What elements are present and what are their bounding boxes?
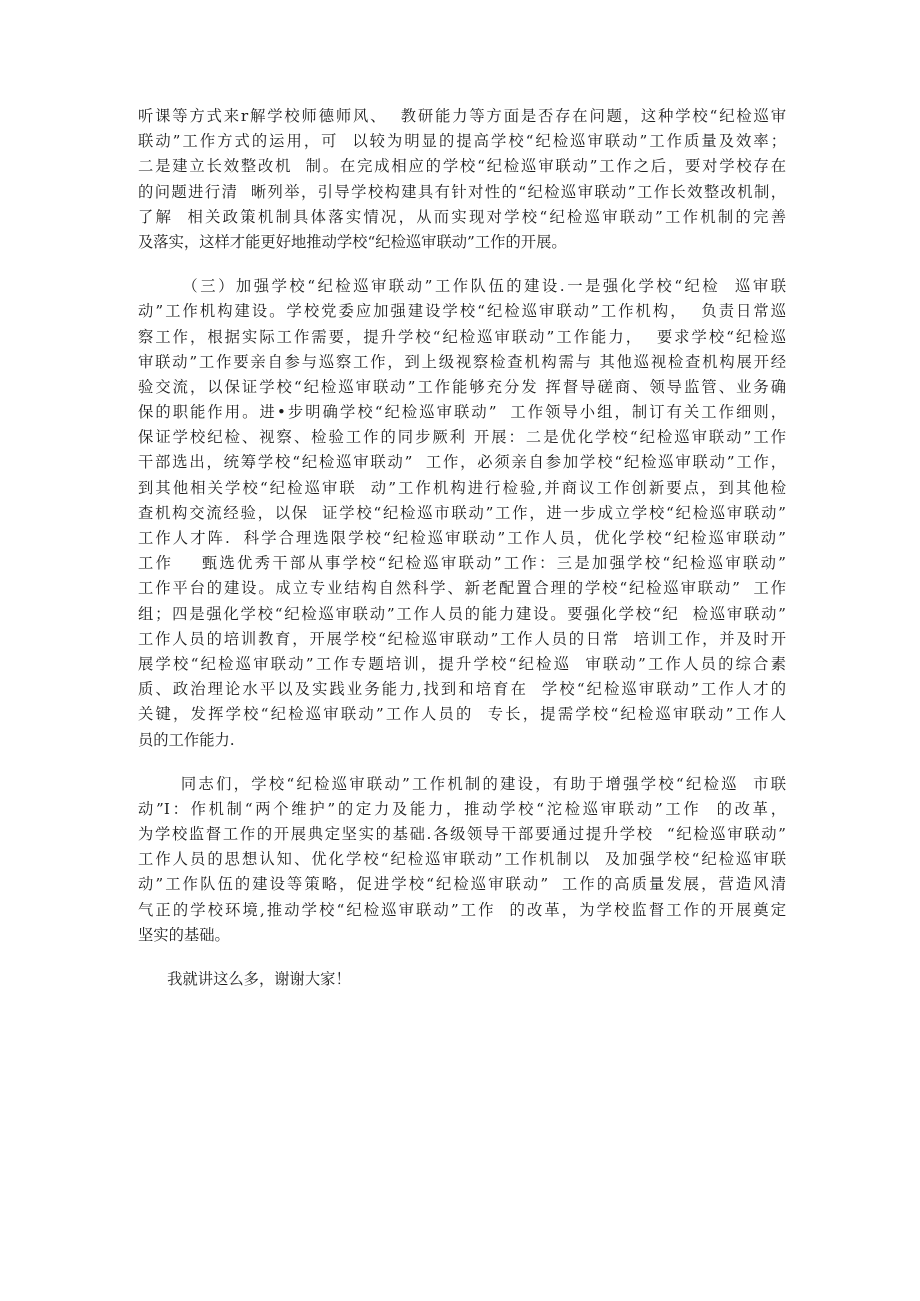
text-line: 工作人才阵. 科学合理选限学校“纪检巡审联动”工作人员，优化学校“纪检巡审联动” [138, 529, 786, 547]
text-line: 审联动”工作要亲自参与巡察工作，到上级视察检查机构需与 其他巡视检查机构展开经 [138, 352, 786, 371]
paragraph-1 [138, 104, 786, 255]
text-line: 保证学校纪检、视察、检验工作的同步厥利 开展：二是优化学校“纪检巡审联动”工作 [138, 428, 786, 447]
text-line: 及落实，这样才能更好地推动学校“纪检巡审联动”工作的开展。 [138, 232, 567, 251]
paragraph-2 [138, 274, 786, 753]
text-line: 动”工作机构建设。学校党委应加强建设学校“纪检巡审联动”工作机构， 负责日常巡 [138, 302, 786, 321]
text-line: 同志们，学校“纪检巡审联动”工作机制的建设，有助于增强学校“纪检巡 市联 [138, 774, 786, 793]
text-line: 工作 甄选优秀干部从事学校“纪检巡审联动”工作：三是加强学校“纪检巡审联动” [138, 554, 786, 573]
text-line: 为学校监督工作的开展典定坚实的基础.各级领导干部要通过提升学校 “纪检巡审联动” [138, 825, 786, 844]
text-line: 气正的学校环境,推动学校“纪检巡审联动”工作 的改革，为学校监督工作的开展奠定 [138, 900, 786, 919]
text-line: 到其他相关学校“纪检巡审联 动”工作机构进行检验,并商议工作创新要点，到其他检 [138, 478, 786, 497]
text-line: 保的职能作用。进•步明确学校“纪检巡审联动” 工作领导小组，制订有关工作细则， [138, 403, 786, 422]
paragraph-gap [138, 255, 786, 274]
text-line: 动”工作队伍的建设等策略，促进学校“纪检巡审联动” 工作的高质量发展，营造风清 [138, 875, 786, 894]
paragraph-gap [138, 753, 786, 772]
text-line: （三）加强学校“纪检巡审联动”工作队伍的建设.一是强化学校“纪检 巡审联 [138, 277, 786, 296]
paragraph-4 [138, 967, 786, 992]
text-line: 联动”工作方式的运用，可 以较为明显的提高学校“纪检巡审联动”工作质量及效率； [138, 132, 786, 151]
text-line: 工作人员的思想认知、优化学校“纪检巡审联动”工作机制以 及加强学校“纪检巡审联 [138, 850, 786, 869]
text-line: 了解 相关政策机制具体落实情况，从而实现对学校“纪检巡审联动”工作机制的完善 [138, 207, 786, 226]
text-line: 组；四是强化学校“纪检巡审联动”工作人员的能力建设。要强化学校“纪 检巡审联动” [138, 604, 786, 623]
text-line: 干部选出，统筹学校“纪检巡审联动” 工作，必须亲自参加学校“纪检巡审联动”工作， [138, 453, 786, 472]
text-line: 展学校“纪检巡审联动”工作专题培训，提升学校“纪检巡 审联动”工作人员的综合素 [138, 654, 786, 673]
text-line: 听课等方式来r解学校师德师风、 教研能力等方面是否存在问题，这种学校“纪检巡审 [138, 107, 786, 125]
text-line: 动”I：作机制“两个维护”的定力及能力，推动学校“沱检巡审联动”工作 的改革， [138, 799, 786, 818]
text-line: 坚实的基础。 [138, 925, 230, 944]
text-line: 关键，发挥学校“纪检巡审联动”工作人员的 专长，提需学校“纪检巡审联动”工作人 [138, 705, 786, 724]
document-body [138, 104, 786, 992]
text-line: 我就讲这么多，谢谢大家！ [138, 970, 351, 988]
text-line: 二是建立长效整改机 制。在完成相应的学校“纪检巡审联动”工作之后，要对学校存在 [138, 157, 786, 176]
text-line: 员的工作能力. [138, 730, 235, 749]
text-line: 查机构交流经验，以保 证学校“纪检巡市联动”工作，进一步成立学校“纪检巡审联动” [138, 503, 786, 522]
paragraph-3 [138, 772, 786, 948]
text-line: 工作人员的培训教育，开展学校“纪检巡审联动”工作人员的日常 培训工作，并及时开 [138, 629, 786, 648]
text-line: 验交流，以保证学校“纪检巡审联动”工作能够充分发 挥督导磋商、领导监管、业务确 [138, 377, 786, 396]
text-line: 质、政治理论水平以及实践业务能力,找到和培育在 学校“纪检巡审联动”工作人才的 [138, 680, 786, 699]
text-line: 工作平台的建设。成立专业结构自然科学、新老配置合理的学校“纪检巡审联动” 工作 [138, 579, 786, 598]
text-line: 的问题进行清 晰列举，引导学校构建具有针对性的“纪检巡审联动”工作长效整改机制， [138, 182, 786, 201]
text-line: 察工作，根据实际工作需要，提升学校“纪检巡审联动”工作能力， 要求学校“纪检巡 [138, 327, 786, 346]
paragraph-gap [138, 948, 786, 967]
